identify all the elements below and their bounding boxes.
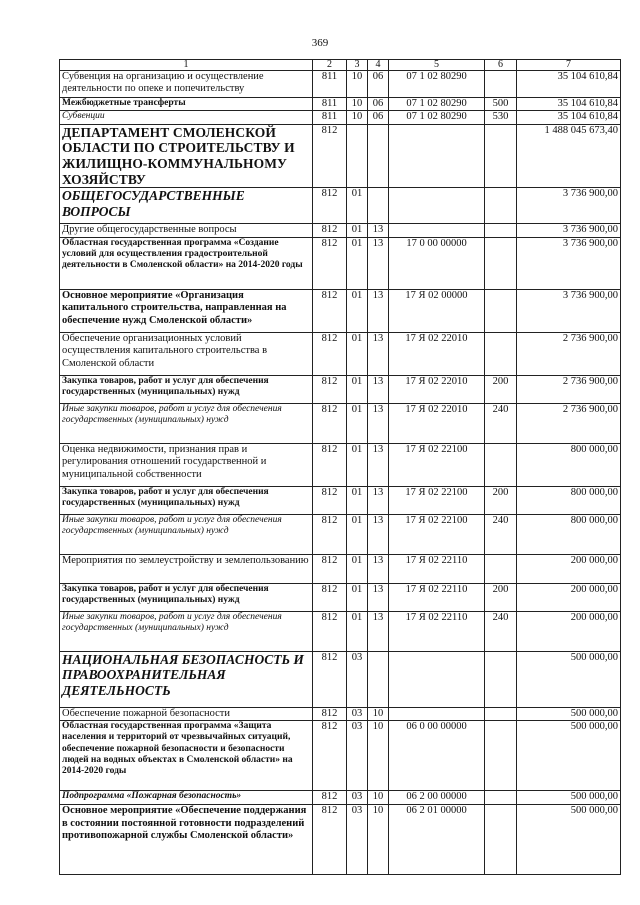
table-row (60, 791, 621, 805)
row-target-code: 17 Я 02 22110 (389, 583, 485, 611)
table-row (60, 583, 621, 611)
row-subsection: 10 (368, 721, 389, 791)
table-row (60, 224, 621, 237)
row-admin-code: 812 (313, 554, 347, 583)
row-section: 03 (347, 721, 368, 791)
table-row (60, 98, 621, 111)
row-name: Межбюджетные трансферты (60, 98, 313, 111)
row-target-code: 17 Я 02 22010 (389, 403, 485, 443)
row-admin-code: 812 (313, 514, 347, 554)
row-name: Иные закупки товаров, работ и услуг для обеспечения государственных (муниципальных) нужд (60, 514, 313, 554)
table-row (60, 443, 621, 486)
row-amount: 35 104 610,84 (517, 98, 621, 111)
row-amount: 3 736 900,00 (517, 289, 621, 332)
row-section: 10 (347, 111, 368, 124)
table-row (60, 514, 621, 554)
row-name: Областная государственная программа «Защита населения и территорий от чрезвычайных ситуаций, обеспечение пожарной безопасности и безопасности людей на водных объектах в Смоленской области» на 2014-2020 годы (60, 721, 313, 791)
row-expense-type (485, 71, 517, 98)
row-amount: 500 000,00 (517, 651, 621, 707)
row-admin-code: 812 (313, 651, 347, 707)
row-subsection: 13 (368, 611, 389, 651)
row-admin-code: 812 (313, 791, 347, 805)
row-admin-code: 812 (313, 237, 347, 289)
budget-table (59, 59, 621, 875)
row-amount: 35 104 610,84 (517, 111, 621, 124)
row-target-code: 17 Я 02 22100 (389, 486, 485, 514)
row-expense-type (485, 805, 517, 875)
table-row (60, 805, 621, 875)
row-expense-type (485, 554, 517, 583)
row-section: 01 (347, 289, 368, 332)
table-row (60, 611, 621, 651)
column-header: 5 (389, 60, 485, 71)
row-amount: 2 736 900,00 (517, 375, 621, 403)
row-section: 01 (347, 583, 368, 611)
row-name: Оценка недвижимости, признания прав и регулирования отношений государственной и муниципальной собственности (60, 443, 313, 486)
row-target-code (389, 651, 485, 707)
row-admin-code: 811 (313, 71, 347, 98)
column-header: 4 (368, 60, 389, 71)
row-admin-code: 812 (313, 805, 347, 875)
row-amount: 3 736 900,00 (517, 237, 621, 289)
page-number: 369 (311, 37, 329, 49)
row-section: 10 (347, 71, 368, 98)
row-section: 01 (347, 514, 368, 554)
table-row (60, 403, 621, 443)
row-target-code (389, 707, 485, 720)
row-expense-type (485, 721, 517, 791)
row-expense-type (485, 224, 517, 237)
row-expense-type: 500 (485, 98, 517, 111)
row-amount: 2 736 900,00 (517, 332, 621, 375)
row-section: 01 (347, 486, 368, 514)
row-target-code: 17 Я 02 22010 (389, 332, 485, 375)
row-target-code: 17 Я 02 00000 (389, 289, 485, 332)
row-expense-type (485, 124, 517, 188)
row-expense-type: 240 (485, 611, 517, 651)
table-row (60, 111, 621, 124)
row-amount: 800 000,00 (517, 486, 621, 514)
row-amount: 3 736 900,00 (517, 224, 621, 237)
row-section: 03 (347, 651, 368, 707)
row-amount: 1 488 045 673,40 (517, 124, 621, 188)
row-subsection: 10 (368, 805, 389, 875)
row-section: 01 (347, 611, 368, 651)
row-subsection (368, 651, 389, 707)
row-admin-code: 812 (313, 188, 347, 224)
row-target-code: 06 2 01 00000 (389, 805, 485, 875)
row-target-code: 17 Я 02 22100 (389, 514, 485, 554)
row-amount: 500 000,00 (517, 707, 621, 720)
row-amount: 200 000,00 (517, 611, 621, 651)
row-expense-type: 200 (485, 486, 517, 514)
row-section: 01 (347, 554, 368, 583)
row-admin-code: 812 (313, 375, 347, 403)
row-admin-code: 812 (313, 611, 347, 651)
row-amount: 500 000,00 (517, 721, 621, 791)
row-subsection: 13 (368, 443, 389, 486)
row-admin-code: 812 (313, 721, 347, 791)
row-subsection: 06 (368, 111, 389, 124)
row-target-code: 17 Я 02 22110 (389, 611, 485, 651)
column-header: 1 (60, 60, 313, 71)
row-section: 01 (347, 224, 368, 237)
row-name: ОБЩЕГОСУДАРСТВЕННЫЕ ВОПРОСЫ (60, 188, 313, 224)
row-name: ДЕПАРТАМЕНТ СМОЛЕНСКОЙ ОБЛАСТИ ПО СТРОИТЕЛЬСТВУ И ЖИЛИЩНО-КОММУНАЛЬНОМУ ХОЗЯЙСТВУ (60, 124, 313, 188)
table-row (60, 721, 621, 791)
row-target-code (389, 124, 485, 188)
row-subsection: 10 (368, 707, 389, 720)
row-name: НАЦИОНАЛЬНАЯ БЕЗОПАСНОСТЬ И ПРАВООХРАНИТЕЛЬНАЯ ДЕЯТЕЛЬНОСТЬ (60, 651, 313, 707)
table-row (60, 332, 621, 375)
row-amount: 3 736 900,00 (517, 188, 621, 224)
row-section: 10 (347, 98, 368, 111)
row-expense-type (485, 651, 517, 707)
row-target-code: 07 1 02 80290 (389, 111, 485, 124)
row-admin-code: 812 (313, 583, 347, 611)
row-admin-code: 812 (313, 224, 347, 237)
table-row (60, 486, 621, 514)
row-amount: 500 000,00 (517, 791, 621, 805)
row-subsection: 06 (368, 71, 389, 98)
row-target-code: 06 0 00 00000 (389, 721, 485, 791)
row-name: Обеспечение организационных условий осуществления капитального строительства в Смоленской области (60, 332, 313, 375)
row-subsection: 13 (368, 332, 389, 375)
row-target-code: 06 2 00 00000 (389, 791, 485, 805)
table-row (60, 375, 621, 403)
row-name: Закупка товаров, работ и услуг для обеспечения государственных (муниципальных) нужд (60, 375, 313, 403)
row-target-code (389, 224, 485, 237)
row-name: Закупка товаров, работ и услуг для обеспечения государственных (муниципальных) нужд (60, 486, 313, 514)
row-target-code: 07 1 02 80290 (389, 98, 485, 111)
row-expense-type: 530 (485, 111, 517, 124)
row-amount: 2 736 900,00 (517, 403, 621, 443)
row-subsection (368, 188, 389, 224)
row-admin-code: 812 (313, 403, 347, 443)
row-amount: 800 000,00 (517, 443, 621, 486)
row-name: Обеспечение пожарной безопасности (60, 707, 313, 720)
row-expense-type (485, 332, 517, 375)
row-amount: 200 000,00 (517, 554, 621, 583)
row-name: Субвенция на организацию и осуществление деятельности по опеке и попечительству (60, 71, 313, 98)
row-amount: 200 000,00 (517, 583, 621, 611)
row-expense-type (485, 791, 517, 805)
row-subsection (368, 124, 389, 188)
table-row (60, 707, 621, 720)
table-row (60, 124, 621, 188)
column-header: 3 (347, 60, 368, 71)
row-expense-type (485, 188, 517, 224)
row-subsection: 13 (368, 486, 389, 514)
row-expense-type (485, 443, 517, 486)
row-name: Иные закупки товаров, работ и услуг для обеспечения государственных (муниципальных) нужд (60, 403, 313, 443)
row-section: 01 (347, 332, 368, 375)
row-section: 03 (347, 805, 368, 875)
column-header: 7 (517, 60, 621, 71)
column-header: 2 (313, 60, 347, 71)
table-row (60, 651, 621, 707)
row-expense-type: 240 (485, 514, 517, 554)
row-section: 01 (347, 443, 368, 486)
table-row (60, 289, 621, 332)
row-name: Субвенции (60, 111, 313, 124)
row-admin-code: 812 (313, 707, 347, 720)
row-section (347, 124, 368, 188)
row-target-code: 17 Я 02 22110 (389, 554, 485, 583)
row-admin-code: 812 (313, 486, 347, 514)
row-section: 01 (347, 403, 368, 443)
row-section: 03 (347, 707, 368, 720)
row-expense-type: 200 (485, 375, 517, 403)
row-expense-type: 240 (485, 403, 517, 443)
row-name: Подпрограмма «Пожарная безопасность» (60, 791, 313, 805)
row-admin-code: 812 (313, 124, 347, 188)
row-subsection: 13 (368, 583, 389, 611)
row-name: Другие общегосударственные вопросы (60, 224, 313, 237)
row-subsection: 13 (368, 403, 389, 443)
row-expense-type (485, 289, 517, 332)
row-section: 03 (347, 791, 368, 805)
column-header: 6 (485, 60, 517, 71)
row-name: Основное мероприятие «Организация капитального строительства, направленная на обеспечение нужд Смоленской области» (60, 289, 313, 332)
row-subsection: 13 (368, 224, 389, 237)
row-subsection: 13 (368, 514, 389, 554)
row-expense-type (485, 707, 517, 720)
row-section: 01 (347, 375, 368, 403)
row-subsection: 13 (368, 554, 389, 583)
row-target-code: 07 1 02 80290 (389, 71, 485, 98)
table-row (60, 188, 621, 224)
row-target-code (389, 188, 485, 224)
row-target-code: 17 Я 02 22010 (389, 375, 485, 403)
row-section: 01 (347, 188, 368, 224)
row-name: Закупка товаров, работ и услуг для обеспечения государственных (муниципальных) нужд (60, 583, 313, 611)
row-expense-type: 200 (485, 583, 517, 611)
row-subsection: 13 (368, 375, 389, 403)
row-admin-code: 812 (313, 289, 347, 332)
row-subsection: 10 (368, 791, 389, 805)
row-admin-code: 812 (313, 443, 347, 486)
row-section: 01 (347, 237, 368, 289)
row-subsection: 13 (368, 237, 389, 289)
row-subsection: 13 (368, 289, 389, 332)
row-admin-code: 812 (313, 332, 347, 375)
row-expense-type (485, 237, 517, 289)
row-target-code: 17 0 00 00000 (389, 237, 485, 289)
row-name: Основное мероприятие «Обеспечение поддержания в состоянии постоянной готовности подразделений противопожарной службы Смоленской области» (60, 805, 313, 875)
row-amount: 800 000,00 (517, 514, 621, 554)
row-admin-code: 811 (313, 111, 347, 124)
table-row (60, 554, 621, 583)
row-amount: 500 000,00 (517, 805, 621, 875)
row-name: Мероприятия по землеустройству и землепользованию (60, 554, 313, 583)
table-row (60, 71, 621, 98)
row-target-code: 17 Я 02 22100 (389, 443, 485, 486)
row-name: Иные закупки товаров, работ и услуг для обеспечения государственных (муниципальных) нужд (60, 611, 313, 651)
row-name: Областная государственная программа «Создание условий для осуществления градостроительной деятельности в Смоленской области» на 2014-2020 годы (60, 237, 313, 289)
table-row (60, 237, 621, 289)
row-subsection: 06 (368, 98, 389, 111)
row-amount: 35 104 610,84 (517, 71, 621, 98)
header-row (60, 60, 621, 71)
row-admin-code: 811 (313, 98, 347, 111)
